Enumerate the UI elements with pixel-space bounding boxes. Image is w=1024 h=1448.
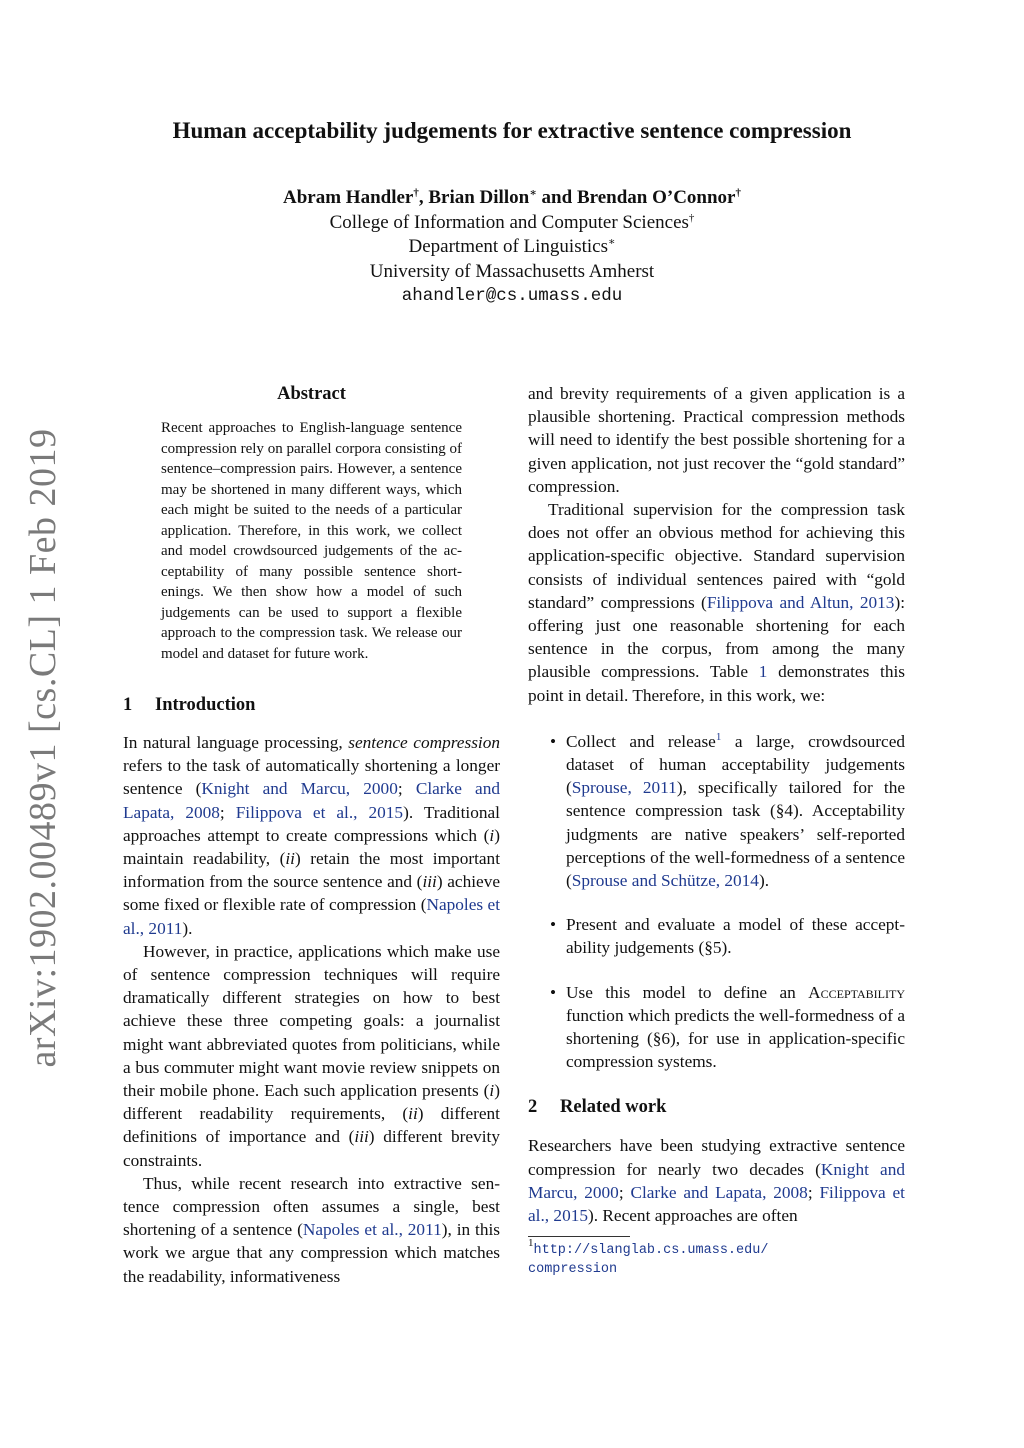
- affiliation-2: Department of Linguistics∗: [408, 236, 616, 257]
- author-2-mark: ∗: [529, 187, 537, 199]
- intro-paragraph-1: In natural language processing, sentence compression refers to the task of automatically shortening a longer sentence (Knight and Marcu, 2000; Clarke and Lapata, 2008; Filippova et al., 2015). Traditional approaches attempt to create compressions which (i) maintain readability, (ii) retain the most important information from the source sentence and (iii) achieve some fixed or flexible rate of compression (Napoles et al., 2011).: [123, 733, 501, 938]
- footnote-url[interactable]: compression: [528, 1262, 618, 1278]
- intro-paragraph-continued: and brevity requirements of a given application is a plausible shortening. Practical compression methods will need to identify the best possible shortening for a given application, not just recover the “gold standard” compression.: [528, 384, 905, 496]
- related-paragraph-1: Researchers have been studying extractive sentence compression for nearly two decades (Knight and Marcu, 2000; Clarke and Lapata, 2008; Filippova et al., 2015). Recent approaches are often: [528, 1136, 905, 1226]
- intro-paragraph-3: Thus, while recent research into extractive sentence compression often assumes a single, best shortening of a sentence (Napoles et al., 2011), in this work we argue that any compression which matches the readability, informativeness: [123, 1173, 501, 1286]
- arxiv-stamp: arXiv:1902.00489v1 [cs.CL] 1 Feb 2019: [22, 428, 64, 1068]
- left-column: [123, 382, 500, 1288]
- footnote-divider: [528, 1236, 630, 1237]
- list-item: • Collect and release$^1$ a large, crowdsourced dataset of human acceptability judgements (Sprouse, 2011), specifically tailored for the sentence compression task (§4). Acceptability judgments are native speakers’ self-reported perceptions of the well-formedness of a sentence (Sprouse and Schütze, 2014).: [528, 730, 905, 892]
- abstract-text: Recent approaches to English-language sentence compression rely on parallel corpora consisting of sentence–compression pairs. However, a sentence may be shortened in many different ways, which each might be suited to the needs of a particular application. Therefore, in this work, we collect and model crowdsourced judgements of the acceptability of many possible sentence shortenings. We then show how a model of such judgements can be used to support a flexible approach to the compression task. We release our model and dataset for future work.: [161, 420, 462, 662]
- author-3-mark: †: [735, 187, 741, 199]
- abstract-heading: Abstract: [277, 384, 346, 404]
- paper-title: Human acceptability judgements for extractive sentence compression: [172, 118, 852, 143]
- section-heading-introduction: 1 Introduction: [123, 695, 256, 715]
- citation-link[interactable]: Filippova et al., 2015: [235, 802, 404, 822]
- citation-link[interactable]: Filippova et al., 2015: [528, 1182, 905, 1226]
- table-reference-link[interactable]: 1: [758, 662, 768, 682]
- list-item: • Use this model to define an Acceptability function which predicts the well-formedness of a shortening (§6), for use in application-specific compression systems.: [528, 981, 905, 1074]
- citation-link[interactable]: Clarke and Lapata, 2008: [123, 779, 500, 822]
- citation-link[interactable]: Sprouse, 2011: [571, 778, 677, 798]
- contribution-list: [528, 730, 905, 1074]
- author-names: [0, 186, 1024, 211]
- intro-paragraph-2: However, in practice, applications which make use of sentence compression techniques will require dramatically different strategies on how to best achieve these three competing goals: a journalist might want abbreviated quotes from politicians, while a bus commuter might want movie review snippets on their mobile phone. Each such application presents (i) different readability requirements, (ii) different definitions of importance and (iii) different brevity constraints.: [123, 941, 500, 1170]
- citation-link[interactable]: Sprouse and Schütze, 2014: [571, 871, 759, 891]
- intro-paragraph-4: Traditional supervision for the compression task does not offer an obvious method for achieving this application-specific objective. Standard supervision consists of individual sentences paired with “gold standard” compressions (Filippova and Altun, 2013): offering just one reasonable shortening for each sentence in the corpus, from among the many plausible compressions. Table 1 demonstrates this point in detail. Therefore, in this work, we:: [528, 500, 906, 705]
- author-block: [0, 186, 1024, 309]
- affiliation-3: University of Massachusetts Amherst: [369, 260, 655, 282]
- author-1-mark: †: [413, 187, 419, 199]
- footnote-number: 1: [528, 1237, 534, 1250]
- citation-link[interactable]: Filippova and Altun, 2013: [706, 592, 895, 612]
- citation-link[interactable]: Napoles et al., 2011: [302, 1220, 442, 1240]
- author-1: Abram Handler: [283, 187, 414, 208]
- footnote: [528, 1237, 905, 1279]
- affiliation-1: College of Information and Computer Sciences†: [329, 211, 695, 233]
- section-heading-related-work: 2 Related work: [528, 1097, 667, 1118]
- citation-link[interactable]: Napoles et al., 2011: [123, 895, 501, 938]
- author-2: Brian Dillon: [428, 187, 530, 208]
- citation-link[interactable]: Clarke and Lapata, 2008: [630, 1182, 808, 1202]
- list-item: • Present and evaluate a model of these acceptability judgements (§5).: [528, 913, 905, 959]
- right-column: [528, 382, 905, 1279]
- author-separator: and: [536, 187, 577, 208]
- author-3: Brendan O’Connor: [576, 187, 736, 208]
- footnote-marker[interactable]: 1: [715, 730, 722, 743]
- author-separator: ,: [418, 187, 429, 208]
- author-email[interactable]: ahandler@cs.umass.edu: [401, 286, 623, 306]
- citation-link[interactable]: Knight and Marcu, 2000: [201, 779, 398, 799]
- citation-link[interactable]: Knight and Marcu, 2000: [528, 1159, 905, 1202]
- footnote-url[interactable]: http://slanglab.cs.umass.edu/: [533, 1243, 769, 1259]
